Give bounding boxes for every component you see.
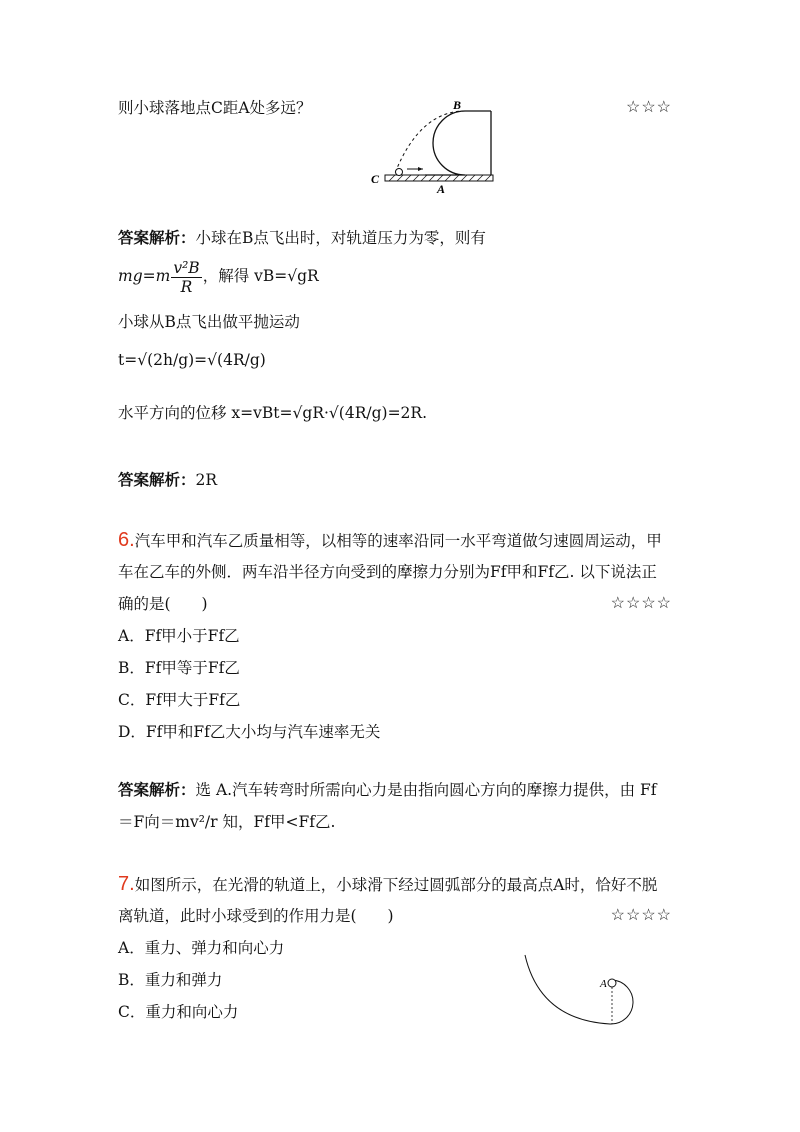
q6-line2: 车在乙车的外侧．两车沿半径方向受到的摩擦力分别为Ff甲和Ff乙. 以下说法正 <box>118 563 657 581</box>
solution-label: 答案解析： <box>118 780 196 799</box>
q5-question-tail <box>118 97 312 119</box>
fraction-numerator: v²B <box>173 258 200 277</box>
q6-solution-line1 <box>118 779 656 801</box>
q6-option-c[interactable]: C．Ff甲大于Ff乙 <box>118 691 241 709</box>
q5-difficulty-stars: ☆☆☆ <box>625 97 672 116</box>
equation-part: mg=m <box>118 267 171 285</box>
q6-option-d[interactable]: D．Ff甲和Ff乙大小均与汽车速率无关 <box>118 723 381 741</box>
q6-line3: 确的是( ) <box>118 595 208 613</box>
question-number: 7. <box>118 873 135 895</box>
solution-label: 答案解析： <box>118 228 196 247</box>
q5-equation-1 <box>118 258 319 296</box>
q7-line2: 离轨道，此时小球受到的作用力是( ) <box>118 907 394 925</box>
q6-line1 <box>118 529 662 552</box>
q6-solution-line2: ＝F向＝mv²/r 知，Ff甲<Ff乙. <box>118 813 336 831</box>
q7-track-figure <box>520 950 650 1030</box>
solution-text: 小球在B点飞出时，对轨道压力为零，则有 <box>195 229 486 247</box>
fraction-denominator: R <box>180 277 193 296</box>
q5-solution-line3: 小球从B点飞出做平抛运动 <box>118 313 300 331</box>
q7-option-c[interactable]: C．重力和向心力 <box>118 1003 239 1021</box>
q7-label-a: A <box>600 978 607 990</box>
q6-option-b[interactable]: B．Ff甲等于Ff乙 <box>118 659 240 677</box>
question-text: 如图所示，在光滑的轨道上，小球滑下经过圆弧部分的最高点A时，恰好不脱 <box>134 876 658 894</box>
q6-difficulty-stars: ☆☆☆☆ <box>610 593 672 612</box>
q5-label-c: C <box>371 172 380 186</box>
question-text: 汽车甲和汽车乙质量相等，以相等的速率沿同一水平弯道做匀速圆周运动，甲 <box>134 532 662 550</box>
q5-label-a: A <box>437 182 446 195</box>
solution-text: 选 A.汽车转弯时所需向心力是由指向圆心方向的摩擦力提供，由 Ff <box>195 781 657 799</box>
q6-option-a[interactable]: A．Ff甲小于Ff乙 <box>118 627 240 645</box>
q7-option-b[interactable]: B．重力和弹力 <box>118 971 223 989</box>
q7-line1 <box>118 873 657 896</box>
q5-label-b: B <box>453 98 462 112</box>
question-number: 6. <box>118 529 135 551</box>
q5-solution-line1 <box>118 227 486 249</box>
equation-part: ，解得 vB=√gR <box>202 267 319 285</box>
q5-answer <box>118 469 217 491</box>
answer-label: 答案解析： <box>118 470 196 489</box>
q5-question-text: 则小球落地点C距A处多远？ <box>118 99 312 117</box>
answer-value: 2R <box>195 471 218 489</box>
q5-track-figure <box>365 95 505 195</box>
q5-equation-2: t=√(2h/g)=√(4R/g) <box>118 351 266 369</box>
q5-solution-line5: 水平方向的位移 x=vBt=√gR·√(4R/g)=2R. <box>118 404 428 422</box>
q7-option-a[interactable]: A．重力、弹力和向心力 <box>118 939 285 957</box>
q7-difficulty-stars: ☆☆☆☆ <box>610 905 672 924</box>
